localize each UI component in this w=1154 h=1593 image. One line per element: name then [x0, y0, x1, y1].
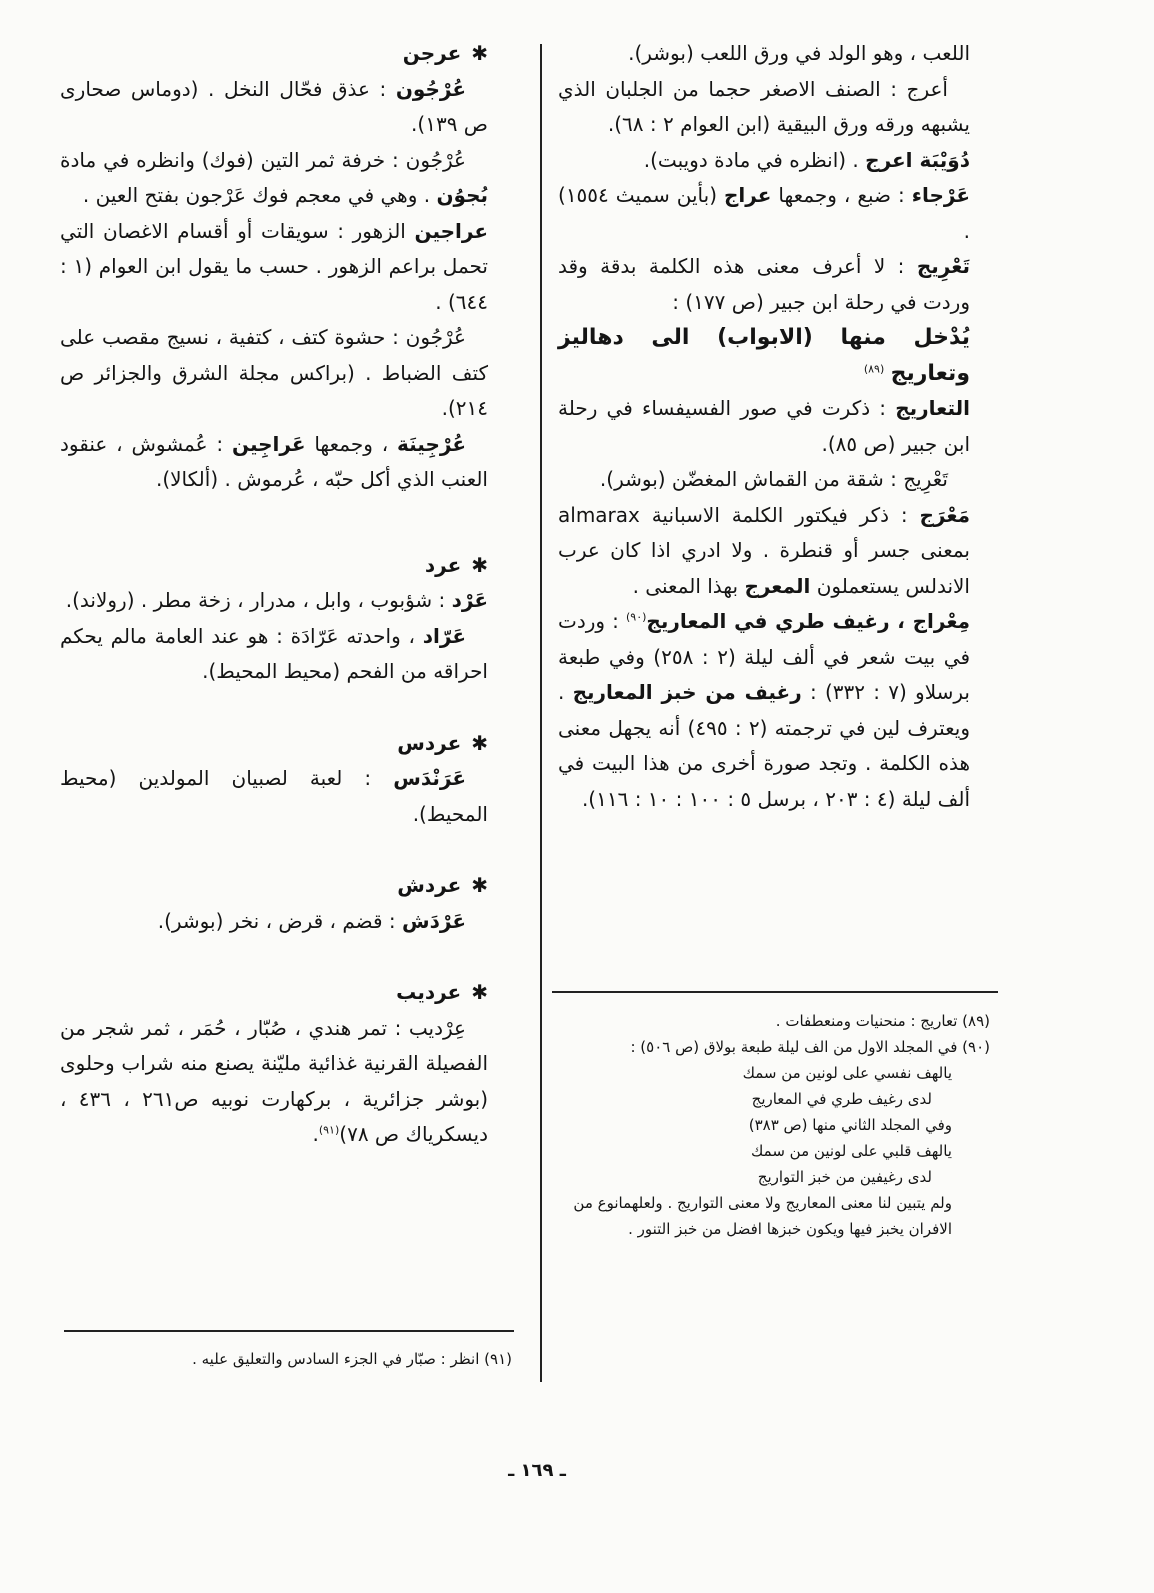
entry-text: بمعنى جسر أو قنطرة . ولا ادري اذا كان عرب الاندلس يستعملون: [558, 538, 970, 598]
entry: [558, 178, 970, 249]
entry-headword: عَرّاد: [422, 623, 466, 648]
entry: [60, 214, 488, 321]
entry-headword: مَعْرَج: [919, 502, 970, 527]
entry-text: أعرج : الصنف الاصغر حجما من الجلبان الذي يشبهه ورقه ورق البيقية (ابن العوام ٢ : ٦٨).: [558, 76, 970, 136]
entry-headword: عَراجِين: [231, 431, 306, 456]
verse-line: يالهف قلبي على لونين من سمك: [751, 1142, 952, 1160]
entry-text: عُرْجُون : حشوة كتف ، كتفية ، نسيج مقصب على كتف الضباط . (براكس مجلة الشرق والجزائر ص ٢١٤).: [60, 325, 488, 420]
footnotes-left: [64, 1346, 512, 1372]
entry-text: : عذق فحّال النخل . (دوماس صحارى ص ١٣٩).: [60, 76, 488, 136]
entry-text: : شؤبوب ، وابل ، مدرار ، زخة مطر . (رولاند).: [65, 588, 452, 612]
entry-text: : ذكرت في صور الفسيفساء في رحلة ابن جبير (ص ٨٥).: [558, 396, 970, 456]
entry-headword: عُرْجُون: [395, 76, 466, 101]
entry-headword: عَرْدَش: [402, 908, 466, 933]
entry-text: : عُمشوش ، عنقود العنب الذي أكل حبّه ، عُرموش . (ألكالا).: [60, 431, 488, 491]
footnote-ref: (٩٠): [625, 610, 647, 624]
footnote-divider-left: [64, 1330, 514, 1332]
entry: [60, 72, 488, 143]
page-number: ـ ١٦٩ ـ: [508, 1460, 566, 1481]
footnote: (٩٠) في المجلد الاول من الف ليلة طبعة بولاق (ص ٥٠٦) :: [630, 1038, 990, 1056]
quote-text: يُدْخل منها (الابواب) الى دهاليز وتعاريج: [558, 325, 970, 386]
entry: [60, 143, 488, 214]
entry-text: اللعب ، وهو الولد في ورق اللعب (بوشر).: [628, 41, 970, 65]
footnotes-right: [556, 1008, 990, 1242]
entry-text: . (انظره في مادة دويبت).: [643, 147, 866, 172]
entry-headword: عُرْجِينَة: [397, 431, 466, 456]
entry-text: : ضبع ، وجمعها: [771, 183, 912, 207]
entry-text: . وهي في معجم فوك عَرْجون بفتح العين .: [82, 183, 437, 207]
footnote-ref: (٨٩): [863, 361, 885, 375]
star-icon: ✱: [471, 552, 488, 577]
entry-text: (بأين سميث ١٥٥٤) .: [558, 183, 970, 243]
entry-headword: التعاريج: [895, 396, 970, 420]
entry: [60, 583, 488, 619]
root-heading: ✱عردس: [397, 730, 488, 755]
entry-headword: عَرْد: [451, 588, 488, 612]
entry-text: عُرْجُون : خرفة ثمر التين (فوك) وانظره في مادة: [60, 147, 466, 172]
column-divider: [540, 44, 542, 1382]
entry-text: عِرْديب : تمر هندي ، صُبّار ، حُمَر ، ثمر شجر من الفصيلة القرنية غذائية مليّنة يصنع منه شراب وحلوى (بوشر جزائرية ، بركهارت نوبيه ص٢٦١ ، ٤٣٦ ، ديسكرياك ص ٧٨): [60, 1015, 489, 1146]
entry-headword: دُوَيْبَة اعرج: [865, 147, 970, 172]
star-icon: ✱: [471, 730, 488, 755]
root-heading: ✱عرجن: [402, 41, 488, 65]
entry-text: . ويعترف لين في ترجمته (٢ : ٤٩٥) أنه يجهل معنى هذه الكلمة . وتجد صورة أخرى من هذا البيت في ألف ليلة (٤ : ٢٠٣ ، برسل ٥ : ١٠٠ : ١٠ : ١١٦).: [558, 680, 970, 811]
entry-text: : وردت في بيت شعر في ألف ليلة (٢ : ٢٥٨) وفي طبعة برسلاو (٧ : ٣٣٢) :: [558, 609, 971, 704]
entry-headword: عراجين: [414, 218, 488, 243]
footnote-text: وفي المجلد الثاني منها (ص ٣٨٣): [748, 1116, 952, 1134]
latin-word: almarax: [558, 502, 640, 527]
footnote-text: ولم يتبين لنا معنى المعاريج ولا معنى التواريج . ولعلهمانوع من الافران يخبز فيها ويكون خبزها افضل من خبز التنور .: [573, 1194, 952, 1238]
entry: [558, 143, 970, 179]
footnote-divider-right: [552, 991, 998, 993]
verse-line: يالهف نفسي على لونين من سمك: [742, 1064, 952, 1082]
entry-text: : لا أعرف معنى هذه الكلمة بدقة وقد وردت في رحلة ابن جبير (ص ١٧٧) :: [558, 254, 970, 314]
verse-line: لدى رغيفين من خبز التواريج: [757, 1168, 932, 1186]
entry-headword: تَعْرِيج: [916, 254, 970, 278]
entry: [558, 604, 970, 817]
right-column: [558, 36, 970, 817]
entry-text: تَعْرِيج : شقة من القماش المغضّن (بوشر).: [599, 467, 948, 491]
entry: [60, 427, 488, 498]
entry-headword: عَرَنْدَس: [393, 766, 466, 790]
entry-text: بهذا المعنى .: [632, 573, 745, 598]
root-heading: ✱عردش: [397, 873, 488, 897]
footnote-ref: (٩١): [318, 1123, 340, 1137]
entry-text: : لعبة لصبيان المولدين (محيط المحيط).: [60, 766, 488, 826]
star-icon: ✱: [471, 873, 488, 897]
entry-headword: عراج: [724, 183, 772, 207]
entry: [60, 904, 488, 940]
verse-line: لدى رغيف طري في المعاريج: [751, 1090, 932, 1108]
quotation: [558, 320, 970, 391]
entry-text: الزهور : سويقات أو أقسام الاغصان التي تحمل براعم الزهور . حسب ما يقول ابن العوام (١ : ٦٤٤) .: [60, 218, 488, 314]
entry-text: ، وجمعها: [305, 431, 398, 456]
footnote: (٨٩) تعاريج : منحنيات ومنعطفات .: [775, 1012, 990, 1030]
entry-headword: بُجوُن: [436, 183, 488, 207]
entry-headword: المعرج: [744, 573, 811, 598]
entry-headword: رغيف من خبز المعاريج: [572, 680, 802, 704]
star-icon: ✱: [471, 980, 488, 1004]
entry-text: : قضم ، قرض ، نخر (بوشر).: [157, 908, 403, 933]
footnote: (٩١) انظر : صبّار في الجزء السادس والتعليق عليه .: [192, 1350, 512, 1368]
entry-headword: مِعْراج ، رغيف طري في المعاريج: [646, 609, 970, 633]
entry: [558, 391, 970, 462]
left-column: [60, 36, 488, 1153]
entry: [558, 249, 970, 320]
entry: [60, 761, 488, 832]
entry-headword: عَرْجاء: [911, 183, 970, 207]
root-heading: ✱عرد: [424, 552, 488, 577]
entry: عِرْديب : تمر هندي ، صُبّار ، حُمَر ، ثمر شجر من الفصيلة القرنية غذائية مليّنة يصنع منه شراب وحلوى (بوشر جزائرية ، بركهارت نوبيه ص٢٦١ ، ٤٣٦ ، ديسكرياك ص ٧٨)$^{(٩١)}$.: [60, 1015, 489, 1146]
star-icon: ✱: [471, 41, 488, 65]
entry: [558, 498, 970, 605]
entry: [60, 619, 488, 690]
entry-text: ، واحدته عَرّادَة : هو عند العامة مالم يحكم احراقه من الفحم (محيط المحيط).: [60, 623, 488, 683]
root-heading: ✱عرديب: [396, 980, 488, 1004]
entry-text: : ذكر فيكتور الكلمة الاسبانية: [639, 502, 920, 527]
